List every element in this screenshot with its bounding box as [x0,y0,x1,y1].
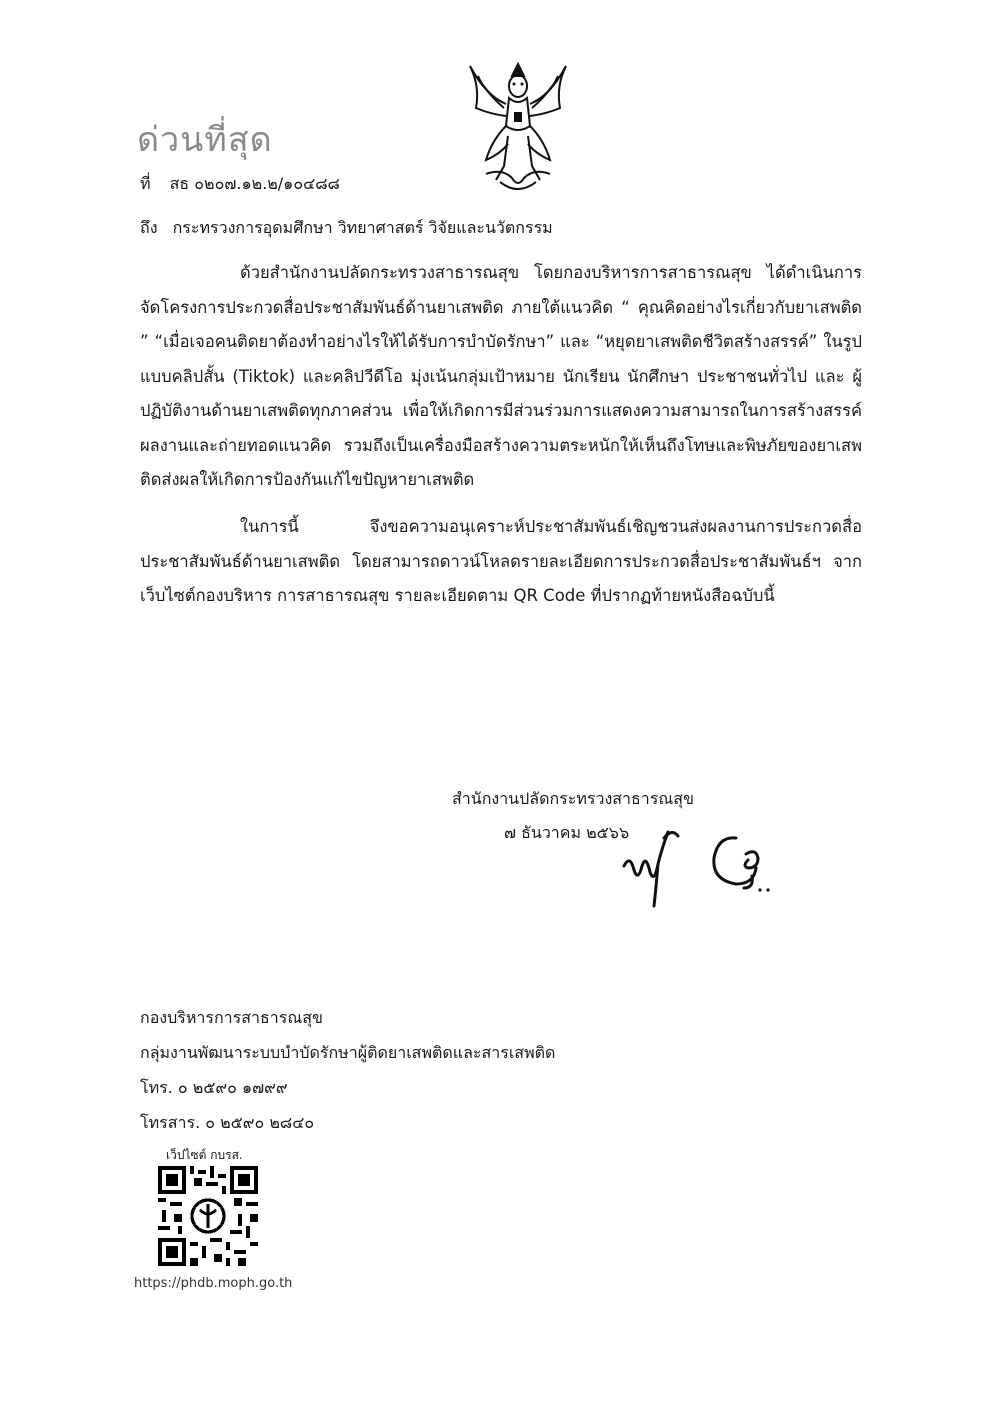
body-paragraph-1: ด้วยสำนักงานปลัดกระทรวงสาธารณสุข โดยกองบริหารการสาธารณสุข ได้ดำเนินการจัดโครงการประกวดสื่อประชาสัมพันธ์ด้านยาเสพติด ภายใต้แนวคิด “ คุณคิดอย่างไรเกี่ยวกับยาเสพติด ” “เมื่อเจอคนติดยาต้องทำอย่างไรให้ได้รับการบำบัดรักษา” และ “หยุดยาเสพติดชีวิตสร้างสรรค์” ในรูปแบบคลิปสั้น (Tiktok) และคลิปวีดีโอ มุ่งเน้นกลุ่มเป้าหมาย นักเรียน นักศึกษา ประชาชนทั่วไป และ ผู้ปฏิบัติงานด้านยาเสพติดทุกภาคส่วน เพื่อให้เกิดการมีส่วนร่วมการแสดงความสามารถในการสร้างสรรค์ผลงานและถ่ายทอดแนวคิด รวมถึงเป็นเครื่องมือสร้างความตระหนักให้เห็นถึงโทษและพิษภัยของยาเสพติดส่งผลให้เกิดการป้องกันแก้ไขปัญหายาเสพติด [140,263,862,489]
handwritten-signature [618,818,788,914]
document-number-line [140,172,340,197]
issue-date: ๗ ธันวาคม ๒๕๖๖ [504,823,630,842]
contact-telephone: โทร. ๐ ๒๕๙๐ ๑๗๙๙ [140,1078,288,1097]
qr-caption: เว็ปไซต์ กบรส. [166,1148,243,1162]
contact-block [140,1000,555,1140]
contact-fax: โทรสาร. ๐ ๒๕๙๐ ๒๘๔๐ [140,1113,315,1132]
issuing-office: สำนักงานปลัดกระทรวงสาธารณสุข [452,789,694,808]
qr-code[interactable] [158,1166,258,1266]
recipient-label: ถึง [140,218,158,237]
urgency-stamp: ด่วนที่สุด [137,120,273,160]
garuda-emblem [456,56,580,196]
body-paragraph-2: ในการนี้ จึงขอความอนุเคราะห์ประชาสัมพันธ์เชิญชวนส่งผลงานการประกวดสื่อประชาสัมพันธ์ด้านยาเสพติด โดยสามารถดาวน์โหลดรายละเอียดการประกวดสื่อประชาสัมพันธ์ฯ จาก เว็บไซต์กองบริหาร การสาธารณสุข รายละเอียดตาม QR Code ที่ปรากฏท้ายหนังสือฉบับนี้ [140,517,862,605]
contact-group: กลุ่มงานพัฒนาระบบบำบัดรักษาผู้ติดยาเสพติดและสารเสพติด [140,1043,556,1062]
document-number-label: ที่ [140,174,151,193]
document-number: สธ ๐๒๐๗.๑๒.๒/๑๐๔๘๘ [169,174,340,193]
recipient-line [140,216,553,241]
contact-division: กองบริหารการสาธารณสุข [140,1008,323,1027]
website-url[interactable]: https://phdb.moph.go.th [134,1276,293,1291]
recipient: กระทรวงการอุดมศึกษา วิทยาศาสตร์ วิจัยและนวัตกรรม [172,218,553,237]
